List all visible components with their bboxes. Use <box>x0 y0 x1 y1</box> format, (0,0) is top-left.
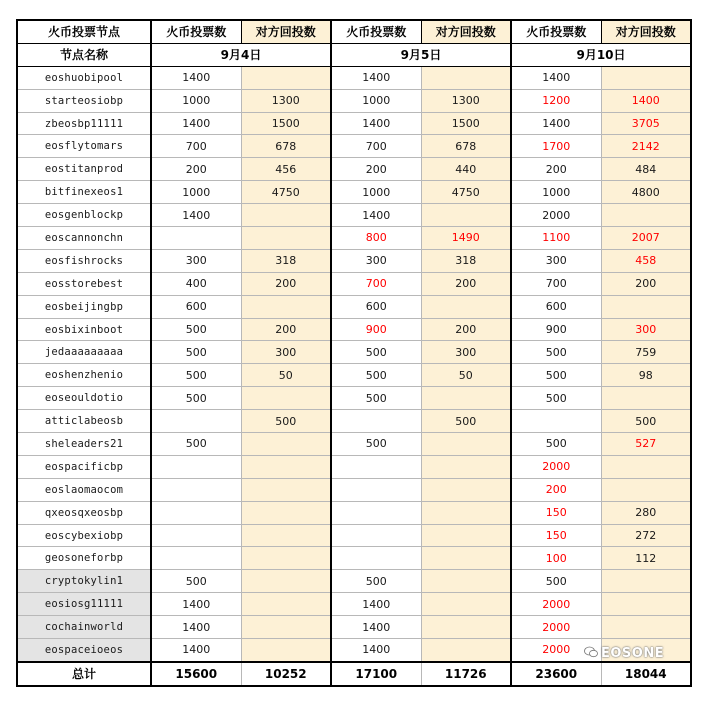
huobi-votes-cell: 500 <box>151 364 241 387</box>
huobi-votes-cell: 150 <box>511 501 601 524</box>
total-value: 17100 <box>331 662 421 686</box>
watermark-text: EOSONE <box>601 646 665 661</box>
huobi-votes-cell: 1400 <box>331 66 421 89</box>
table-row <box>17 318 691 341</box>
return-votes-cell <box>241 66 331 89</box>
huobi-votes-cell: 1400 <box>151 112 241 135</box>
return-votes-cell <box>421 501 511 524</box>
col-label-3: 火币投票数 <box>331 20 421 43</box>
huobi-votes-cell <box>151 501 241 524</box>
return-votes-cell: 280 <box>601 501 691 524</box>
return-votes-cell: 318 <box>421 249 511 272</box>
huobi-votes-cell: 150 <box>511 524 601 547</box>
return-votes-cell: 2007 <box>601 227 691 250</box>
return-votes-cell: 1400 <box>601 89 691 112</box>
huobi-votes-cell: 500 <box>331 433 421 456</box>
table-row <box>17 158 691 181</box>
return-votes-cell <box>241 639 331 662</box>
return-votes-cell: 440 <box>421 158 511 181</box>
node-name-cell: eoshenzhenio <box>17 364 151 387</box>
huobi-votes-cell: 700 <box>511 272 601 295</box>
huobi-votes-cell <box>331 501 421 524</box>
huobi-votes-cell: 500 <box>331 570 421 593</box>
return-votes-cell: 112 <box>601 547 691 570</box>
return-votes-cell <box>421 570 511 593</box>
huobi-votes-cell <box>331 478 421 501</box>
return-votes-cell: 200 <box>241 318 331 341</box>
node-votes-title: 火币投票节点 <box>17 20 151 43</box>
table-row <box>17 478 691 501</box>
return-votes-cell <box>421 639 511 662</box>
wechat-icon <box>584 646 598 658</box>
huobi-votes-cell: 500 <box>511 570 601 593</box>
node-name-cell: eosstorebest <box>17 272 151 295</box>
header-row-1 <box>17 20 691 43</box>
table-row <box>17 181 691 204</box>
node-name-cell: eosflytomars <box>17 135 151 158</box>
return-votes-cell <box>601 478 691 501</box>
return-votes-cell: 200 <box>241 272 331 295</box>
return-votes-cell <box>241 478 331 501</box>
node-name-cell: bitfinexeos1 <box>17 181 151 204</box>
return-votes-cell: 456 <box>241 158 331 181</box>
huobi-votes-cell: 1000 <box>331 89 421 112</box>
node-name-cell: eosgenblockp <box>17 204 151 227</box>
total-value: 15600 <box>151 662 241 686</box>
return-votes-cell: 4750 <box>421 181 511 204</box>
node-name-cell: starteosiobp <box>17 89 151 112</box>
return-votes-cell: 318 <box>241 249 331 272</box>
return-votes-cell: 500 <box>421 410 511 433</box>
return-votes-cell <box>241 455 331 478</box>
huobi-votes-cell: 700 <box>151 135 241 158</box>
return-votes-cell: 1500 <box>421 112 511 135</box>
return-votes-cell: 200 <box>601 272 691 295</box>
node-name-cell: eosbixinboot <box>17 318 151 341</box>
node-name-cell: eosfishrocks <box>17 249 151 272</box>
table-row <box>17 364 691 387</box>
return-votes-cell: 1500 <box>241 112 331 135</box>
huobi-votes-cell <box>151 227 241 250</box>
col-label-6: 对方回投数 <box>601 20 691 43</box>
huobi-votes-cell: 1000 <box>511 181 601 204</box>
table-row <box>17 66 691 89</box>
node-name-cell: eosbeijingbp <box>17 295 151 318</box>
return-votes-cell: 458 <box>601 249 691 272</box>
huobi-votes-cell <box>151 455 241 478</box>
huobi-votes-cell: 1400 <box>511 66 601 89</box>
huobi-votes-cell <box>151 410 241 433</box>
header-row-2 <box>17 43 691 66</box>
huobi-votes-cell: 2000 <box>511 204 601 227</box>
table-row <box>17 616 691 639</box>
vote-table <box>16 19 692 687</box>
total-value: 11726 <box>421 662 511 686</box>
table-row <box>17 295 691 318</box>
return-votes-cell <box>421 547 511 570</box>
total-label: 总计 <box>17 662 151 686</box>
node-name-cell: eoshuobipool <box>17 66 151 89</box>
node-name-cell: eostitanprod <box>17 158 151 181</box>
huobi-votes-cell: 500 <box>511 364 601 387</box>
return-votes-cell <box>421 616 511 639</box>
table-row <box>17 524 691 547</box>
return-votes-cell <box>421 66 511 89</box>
huobi-votes-cell: 1400 <box>331 593 421 616</box>
huobi-votes-cell: 500 <box>331 341 421 364</box>
huobi-votes-cell: 1400 <box>331 616 421 639</box>
return-votes-cell <box>421 387 511 410</box>
col-label-5: 火币投票数 <box>511 20 601 43</box>
return-votes-cell <box>421 204 511 227</box>
huobi-votes-cell: 500 <box>151 318 241 341</box>
return-votes-cell <box>241 387 331 410</box>
huobi-votes-cell: 900 <box>331 318 421 341</box>
node-name-cell: geosoneforbp <box>17 547 151 570</box>
return-votes-cell: 200 <box>421 318 511 341</box>
node-name-cell: eoslaomaocom <box>17 478 151 501</box>
return-votes-cell <box>241 547 331 570</box>
return-votes-cell: 3705 <box>601 112 691 135</box>
huobi-votes-cell: 100 <box>511 547 601 570</box>
huobi-votes-cell: 500 <box>511 387 601 410</box>
return-votes-cell: 678 <box>421 135 511 158</box>
node-name-cell: eoscybexiobp <box>17 524 151 547</box>
huobi-votes-cell <box>511 410 601 433</box>
return-votes-cell: 50 <box>421 364 511 387</box>
col-label-4: 对方回投数 <box>421 20 511 43</box>
return-votes-cell <box>241 501 331 524</box>
return-votes-cell <box>421 478 511 501</box>
huobi-votes-cell <box>151 547 241 570</box>
date-sep10: 9月10日 <box>511 43 691 66</box>
return-votes-cell <box>421 593 511 616</box>
table-row <box>17 249 691 272</box>
huobi-votes-cell: 800 <box>331 227 421 250</box>
huobi-votes-cell: 1400 <box>151 639 241 662</box>
huobi-votes-cell <box>151 524 241 547</box>
node-name-cell: atticlabeosb <box>17 410 151 433</box>
return-votes-cell <box>241 433 331 456</box>
return-votes-cell: 50 <box>241 364 331 387</box>
total-value: 18044 <box>601 662 691 686</box>
return-votes-cell: 300 <box>421 341 511 364</box>
date-sep4: 9月4日 <box>151 43 331 66</box>
watermark <box>584 646 664 661</box>
huobi-votes-cell: 700 <box>331 135 421 158</box>
huobi-votes-cell: 300 <box>511 249 601 272</box>
spreadsheet <box>16 19 692 687</box>
return-votes-cell <box>421 524 511 547</box>
huobi-votes-cell: 2000 <box>511 639 601 662</box>
return-votes-cell <box>241 616 331 639</box>
huobi-votes-cell <box>331 524 421 547</box>
node-name-cell: eosiosg11111 <box>17 593 151 616</box>
huobi-votes-cell: 2000 <box>511 616 601 639</box>
huobi-votes-cell: 1100 <box>511 227 601 250</box>
return-votes-cell <box>601 570 691 593</box>
return-votes-cell: 4800 <box>601 181 691 204</box>
table-row <box>17 272 691 295</box>
huobi-votes-cell <box>331 410 421 433</box>
return-votes-cell: 527 <box>601 433 691 456</box>
huobi-votes-cell: 1400 <box>151 204 241 227</box>
table-row <box>17 89 691 112</box>
table-row <box>17 341 691 364</box>
node-name-title: 节点名称 <box>17 43 151 66</box>
return-votes-cell: 98 <box>601 364 691 387</box>
return-votes-cell: 300 <box>601 318 691 341</box>
table-row <box>17 570 691 593</box>
total-value: 10252 <box>241 662 331 686</box>
huobi-votes-cell: 900 <box>511 318 601 341</box>
huobi-votes-cell: 500 <box>151 570 241 593</box>
return-votes-cell <box>241 570 331 593</box>
huobi-votes-cell: 500 <box>511 341 601 364</box>
table-row <box>17 593 691 616</box>
huobi-votes-cell: 2000 <box>511 593 601 616</box>
return-votes-cell <box>601 593 691 616</box>
huobi-votes-cell: 200 <box>331 158 421 181</box>
huobi-votes-cell: 1400 <box>331 639 421 662</box>
return-votes-cell: 272 <box>601 524 691 547</box>
node-name-cell: zbeosbp11111 <box>17 112 151 135</box>
huobi-votes-cell: 1400 <box>511 112 601 135</box>
table-row <box>17 112 691 135</box>
huobi-votes-cell: 600 <box>331 295 421 318</box>
node-name-cell: sheleaders21 <box>17 433 151 456</box>
huobi-votes-cell: 1400 <box>151 616 241 639</box>
table-row <box>17 227 691 250</box>
table-row <box>17 135 691 158</box>
col-label-2: 对方回投数 <box>241 20 331 43</box>
huobi-votes-cell: 1400 <box>331 112 421 135</box>
return-votes-cell: 678 <box>241 135 331 158</box>
return-votes-cell <box>601 66 691 89</box>
return-votes-cell <box>601 387 691 410</box>
return-votes-cell <box>601 616 691 639</box>
col-label-1: 火币投票数 <box>151 20 241 43</box>
table-row <box>17 455 691 478</box>
huobi-votes-cell: 500 <box>331 387 421 410</box>
return-votes-cell: 1300 <box>241 89 331 112</box>
return-votes-cell: 500 <box>241 410 331 433</box>
huobi-votes-cell: 1400 <box>331 204 421 227</box>
return-votes-cell: 300 <box>241 341 331 364</box>
huobi-votes-cell: 1400 <box>151 593 241 616</box>
huobi-votes-cell: 500 <box>511 433 601 456</box>
huobi-votes-cell: 600 <box>511 295 601 318</box>
huobi-votes-cell: 400 <box>151 272 241 295</box>
node-name-cell: cryptokylin1 <box>17 570 151 593</box>
huobi-votes-cell: 200 <box>511 478 601 501</box>
huobi-votes-cell: 200 <box>511 158 601 181</box>
huobi-votes-cell: 600 <box>151 295 241 318</box>
return-votes-cell <box>241 295 331 318</box>
huobi-votes-cell: 1400 <box>151 66 241 89</box>
huobi-votes-cell: 500 <box>151 433 241 456</box>
return-votes-cell <box>421 433 511 456</box>
return-votes-cell: 1490 <box>421 227 511 250</box>
table-row <box>17 410 691 433</box>
total-row <box>17 662 691 686</box>
huobi-votes-cell: 2000 <box>511 455 601 478</box>
return-votes-cell <box>241 593 331 616</box>
node-name-cell: eoseouldotio <box>17 387 151 410</box>
huobi-votes-cell <box>331 455 421 478</box>
return-votes-cell <box>241 227 331 250</box>
return-votes-cell <box>241 524 331 547</box>
date-sep5: 9月5日 <box>331 43 511 66</box>
return-votes-cell: 759 <box>601 341 691 364</box>
huobi-votes-cell: 1000 <box>151 89 241 112</box>
huobi-votes-cell <box>331 547 421 570</box>
return-votes-cell <box>601 295 691 318</box>
node-name-cell: qxeosqxeosbp <box>17 501 151 524</box>
huobi-votes-cell: 1000 <box>331 181 421 204</box>
total-value: 23600 <box>511 662 601 686</box>
node-name-cell: cochainworld <box>17 616 151 639</box>
return-votes-cell: 500 <box>601 410 691 433</box>
return-votes-cell: 484 <box>601 158 691 181</box>
node-name-cell: eospaceioeos <box>17 639 151 662</box>
return-votes-cell <box>601 455 691 478</box>
table-row <box>17 387 691 410</box>
return-votes-cell <box>601 204 691 227</box>
return-votes-cell: 1300 <box>421 89 511 112</box>
return-votes-cell <box>421 295 511 318</box>
huobi-votes-cell: 500 <box>331 364 421 387</box>
return-votes-cell <box>241 204 331 227</box>
table-row <box>17 433 691 456</box>
huobi-votes-cell: 1000 <box>151 181 241 204</box>
huobi-votes-cell: 1200 <box>511 89 601 112</box>
return-votes-cell: 4750 <box>241 181 331 204</box>
table-row <box>17 204 691 227</box>
node-name-cell: jedaaaaaaaaa <box>17 341 151 364</box>
return-votes-cell: 200 <box>421 272 511 295</box>
huobi-votes-cell: 700 <box>331 272 421 295</box>
node-name-cell: eospacificbp <box>17 455 151 478</box>
return-votes-cell: 2142 <box>601 135 691 158</box>
huobi-votes-cell: 500 <box>151 341 241 364</box>
huobi-votes-cell: 300 <box>151 249 241 272</box>
huobi-votes-cell <box>151 478 241 501</box>
node-name-cell: eoscannonchn <box>17 227 151 250</box>
return-votes-cell <box>421 455 511 478</box>
huobi-votes-cell: 200 <box>151 158 241 181</box>
huobi-votes-cell: 300 <box>331 249 421 272</box>
huobi-votes-cell: 1700 <box>511 135 601 158</box>
table-row <box>17 501 691 524</box>
table-row <box>17 547 691 570</box>
huobi-votes-cell: 500 <box>151 387 241 410</box>
